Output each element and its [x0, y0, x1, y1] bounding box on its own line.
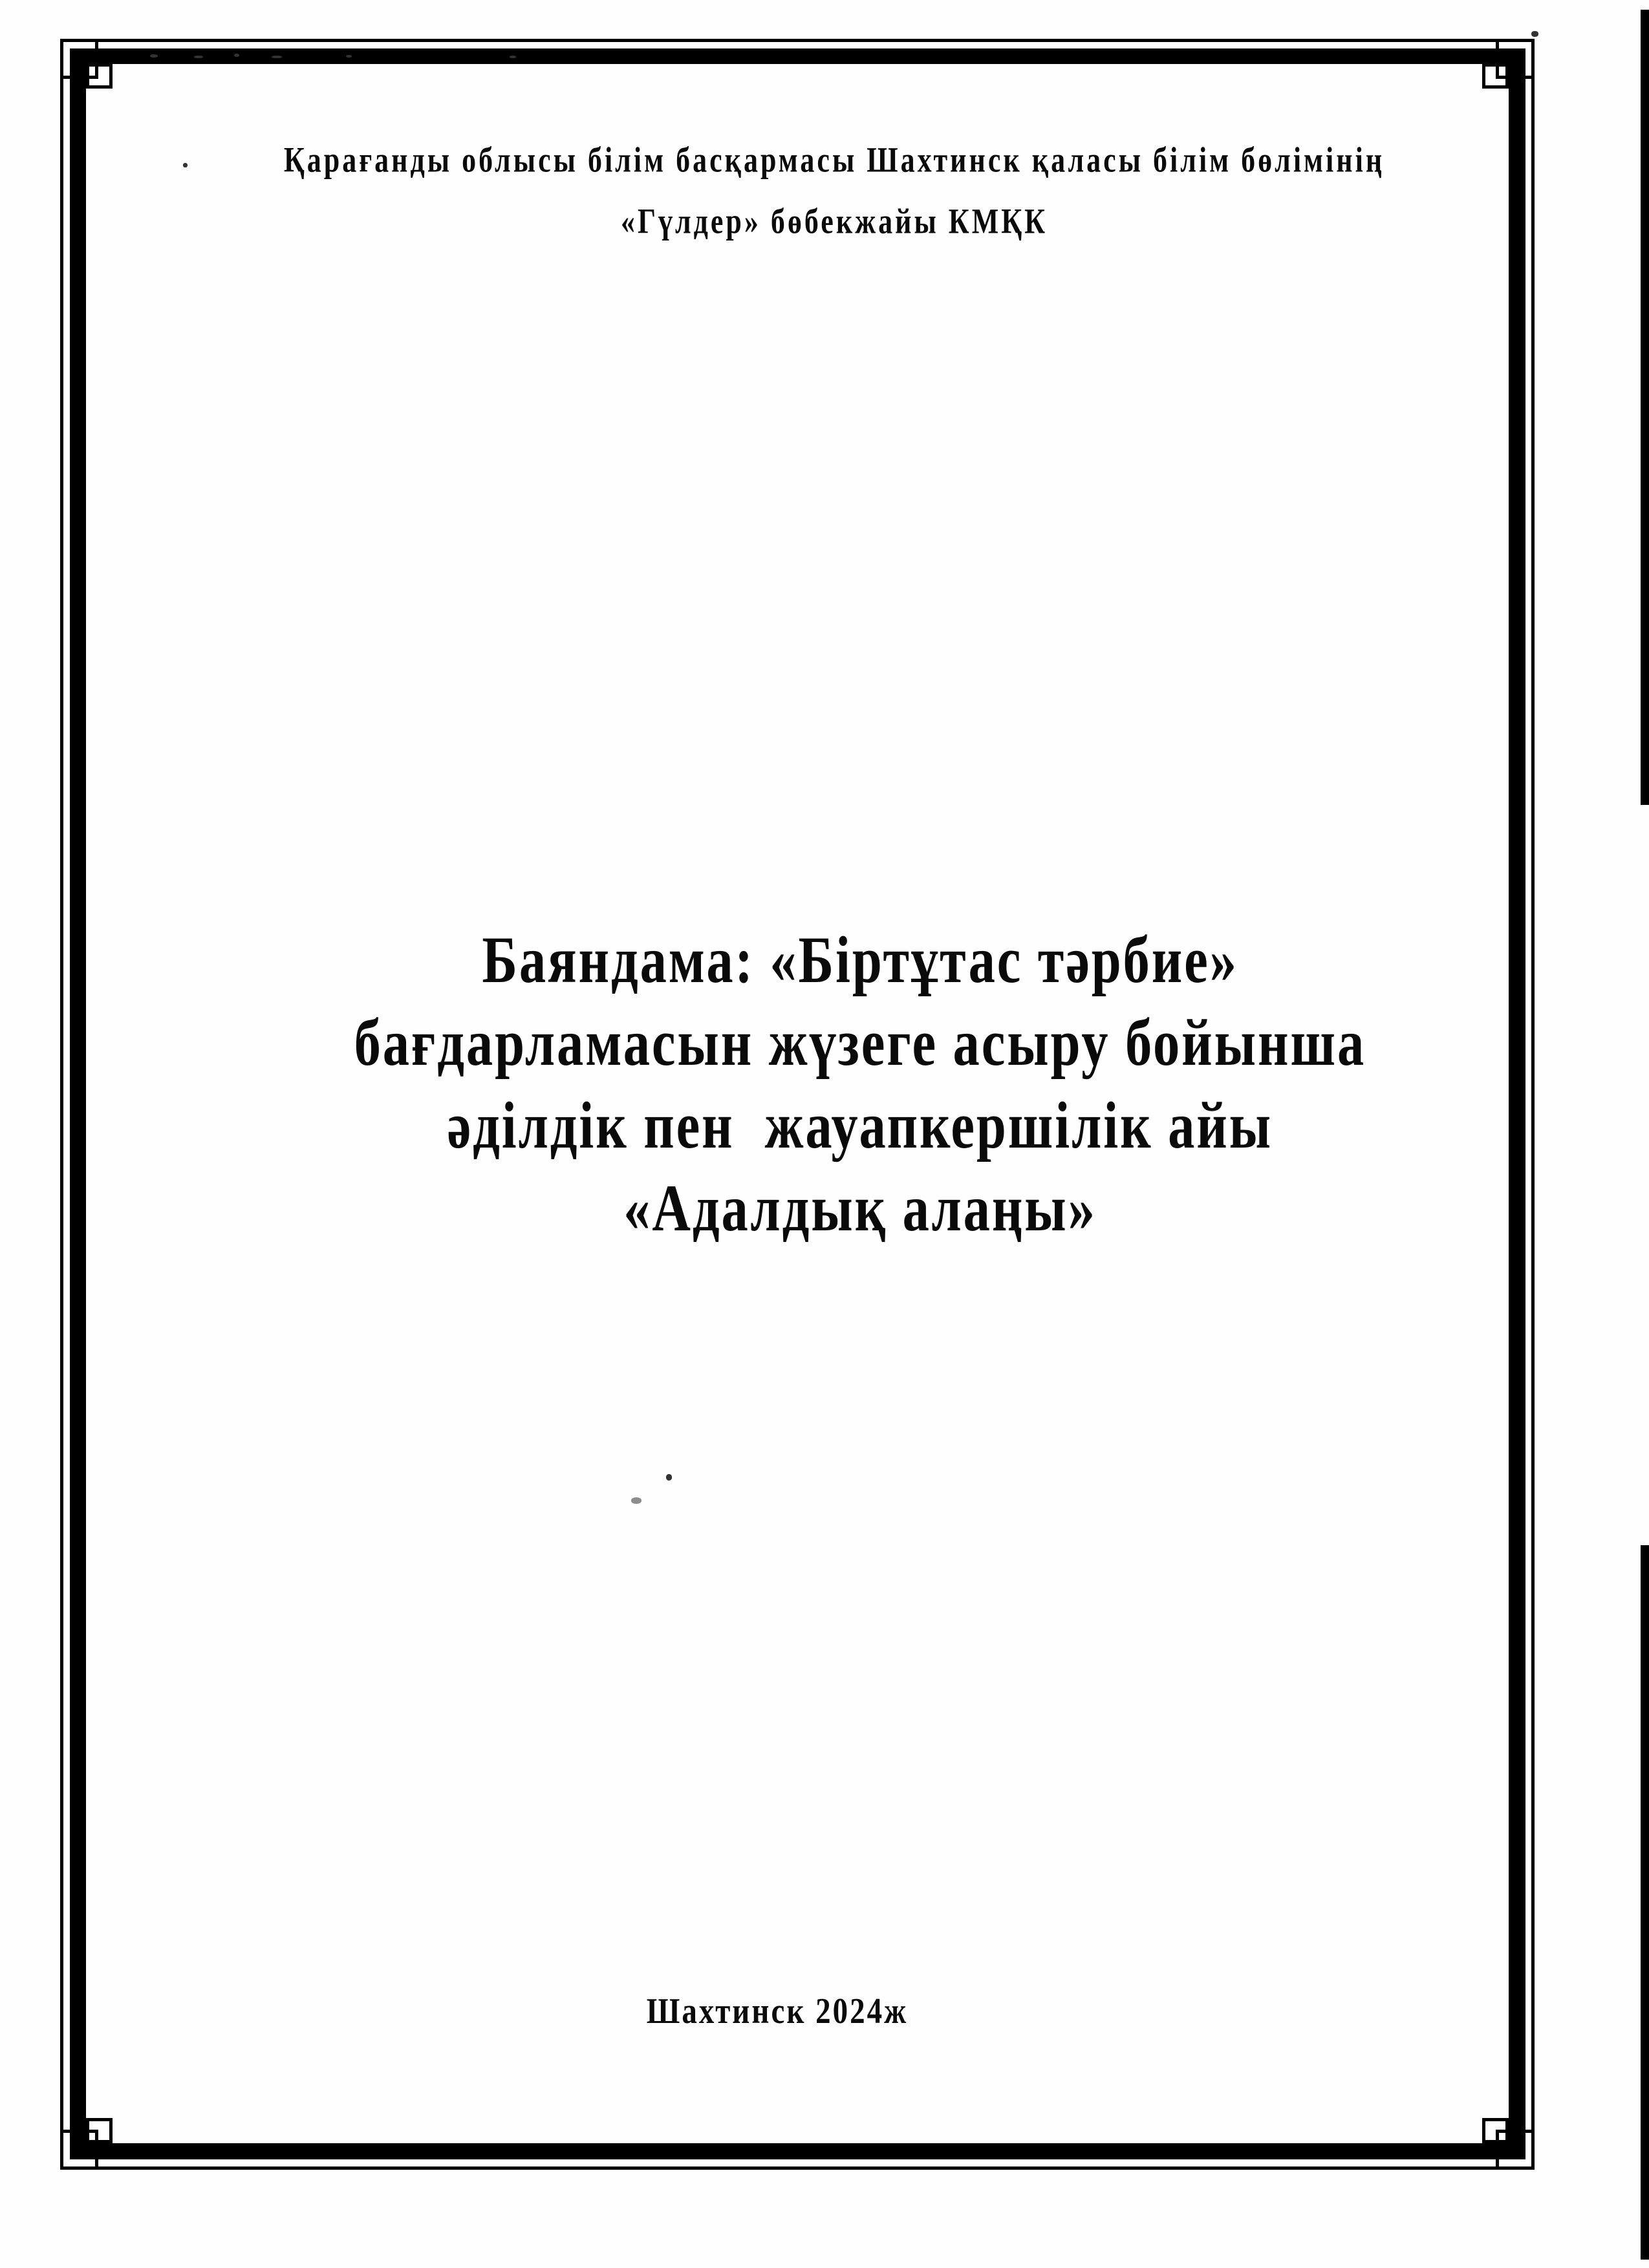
corner-ornament-top-right-inner: [1482, 63, 1509, 89]
title-line-1: Баяндама: «Біртұтас тәрбие»: [482, 922, 1238, 997]
organization-header: [19, 129, 1649, 252]
scan-speck: [194, 56, 203, 58]
scan-speck: [272, 56, 282, 58]
scan-speck: [666, 1474, 672, 1481]
title-line-4: «Адалдық алаңы»: [623, 1170, 1097, 1245]
footer-text: Шахтинск 2024ж: [646, 1991, 909, 2032]
corner-ornament-bottom-right-inner: [1482, 2118, 1509, 2143]
document-title: [71, 918, 1649, 1249]
scan-speck: [346, 55, 352, 58]
corner-ornament-bottom-left-inner: [86, 2118, 113, 2143]
header-line-2: «Гүлдер» бөбекжайы КМҚК: [620, 202, 1048, 241]
header-line-1: Қарағанды облысы білім басқармасы Шахтинск қаласы білім бөлімінің: [283, 140, 1385, 180]
scan-speck: [631, 1497, 641, 1504]
scan-artifact-right-edge-bottom: [1641, 1545, 1649, 2260]
title-line-2: бағдарламасын жүзеге асыру бойынша: [354, 1005, 1366, 1080]
scan-speck: [1531, 31, 1538, 37]
scan-speck: [150, 54, 158, 58]
footer: [0, 1991, 1555, 2031]
scan-speck: [234, 54, 239, 57]
scan-speck: [510, 56, 516, 58]
title-line-3: әділдік пен жауапкершілік айы: [447, 1087, 1273, 1162]
corner-ornament-top-left-inner: [86, 63, 113, 89]
